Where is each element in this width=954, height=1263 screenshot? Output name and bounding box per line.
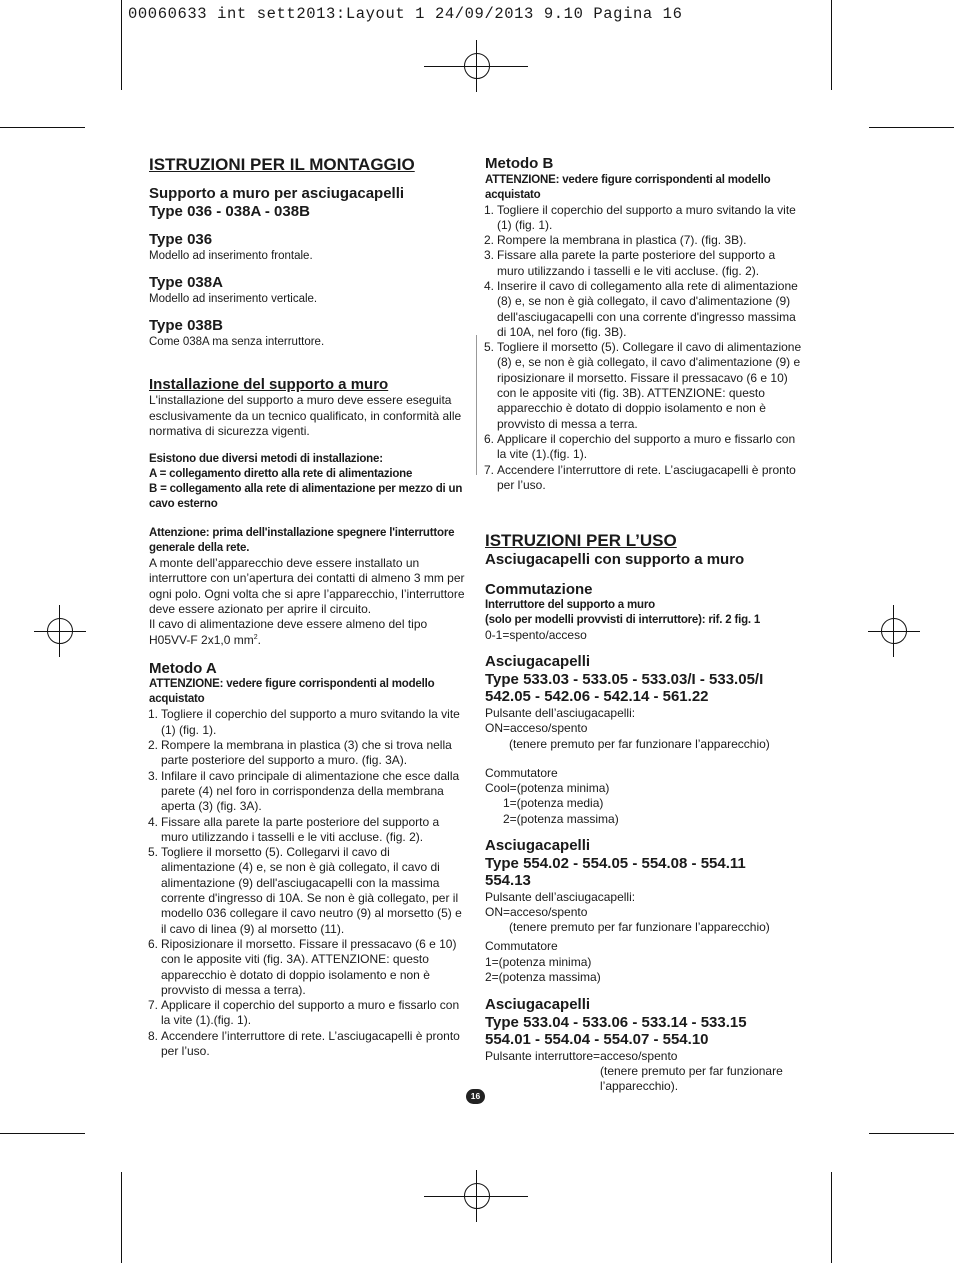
install-text: L'installazione del supporto a muro deve essere eseguita esclusivamente da un tecnico qualificato, in conformità alle normativa di sicurezza vigenti. <box>149 393 462 438</box>
metodo-b-step-number: 3. <box>484 248 495 263</box>
metodo-a-step-text: Accendere l’interruttore di rete. L’asciugacapelli è pronto per l’uso. <box>161 1028 460 1058</box>
crop-mark-bottom-right-horizontal <box>869 1133 954 1134</box>
attention-warning: Attenzione: prima dell'installazione spegnere l'interruttore generale della rete. <box>149 527 455 555</box>
method-b-definition: B = collegamento alla rete di alimentazione per mezzo di un cavo esterno <box>149 483 463 511</box>
page-number-badge: 16 <box>466 1089 485 1104</box>
metodo-a-step-text: Rompere la membrana in plastica (3) che si trova nella parte posteriore del supporto a muro. (fig. 3A). <box>161 738 452 768</box>
commutazione-text: 0-1=spento/acceso <box>485 628 587 643</box>
type038a-heading: Type 038A <box>149 274 223 292</box>
metodo-b-step-text: Inserire il cavo di collegamento alla rete di alimentazione (8) e, se non è già collegato, il cavo d'alimentazione (9) dell'asciugacapelli con una corrente d'ingresso massima di 10A, nel foro (fig. 3B). <box>497 278 798 339</box>
metodo-a-step-text: Riposizionare il morsetto. Fissare il pressacavo (6 e 10) con le apposite viti (fig. 3A). ATTENZIONE: questo apparecchio è dotato di doppio isolamento e non è provvisto di messa a terra). <box>161 936 457 997</box>
metodo-a-step-text: Fissare alla parete la parte posteriore del supporto a muro utilizzando i tasselli e le viti accluse. (fig. 2). <box>161 814 440 844</box>
metodo-b-step-number: 5. <box>484 340 495 355</box>
metodo-a-step-number: 8. <box>148 1028 159 1043</box>
block2-types: Type 554.02 - 554.05 - 554.08 - 554.11 554.13 <box>485 854 746 890</box>
metodo-a-step <box>149 998 467 1029</box>
metodo-a-step <box>149 1029 467 1060</box>
metodo-b-step-text: Togliere il coperchio del supporto a muro svitando la vite (1) (fig. 1). <box>497 202 796 232</box>
metodo-b-step-text: Fissare alla parete la parte posteriore del supporto a muro utilizzando i tasselli e le viti accluse. (fig. 2). <box>497 248 776 278</box>
block2-heading: Asciugacapelli <box>485 837 591 855</box>
type038b-heading: Type 038B <box>149 317 223 335</box>
type038b-text: Come 038A ma senza interruttore. <box>149 335 325 348</box>
metodo-a-step-text: Togliere il coperchio del supporto a muro svitando la vite (1) (fig. 1). <box>161 707 460 737</box>
metodo-a-step-number: 2. <box>148 738 159 753</box>
usage-title: ISTRUZIONI PER L’USO <box>485 531 677 551</box>
wall-support-subtitle: Supporto a muro per asciugacapelli <box>149 185 405 202</box>
block3-indent: (tenere premuto per far funzionare l’apparecchio). <box>600 1064 783 1094</box>
block2-line-1: Pulsante dell’asciugacapelli: <box>485 889 636 904</box>
block1-line-1: Pulsante dell’asciugacapelli: <box>485 705 636 720</box>
metodo-b-step-text: Accendere l’interruttore di rete. L’asciugacapelli è pronto per l’uso. <box>497 462 796 492</box>
block1-line-2: ON=acceso/spento <box>485 721 588 736</box>
crop-mark-top-right-vertical <box>831 0 832 90</box>
metodo-a-step-text: Togliere il morsetto (5). Collegarvi il cavo di alimentazione (4) e, se non è già collegato, il cavo di alimentazione (9) dell'asciugacapelli con la massima corrente d'ingresso di 10A. Se non è già collegato, per il modello 036 collegare il cavo neutro (9) al morsetto (5) e il cavo di linea (9) al morsetto (11). <box>161 845 462 936</box>
commutazione-note: (solo per modelli provvisti di interruttore): rif. 2 fig. 1 <box>485 614 761 627</box>
cable-spec-superscript: 2 <box>253 633 258 641</box>
block1-types: Type 533.03 - 533.05 - 533.03/I - 533.05/I 542.05 - 542.06 - 542.14 - 561.22 <box>485 670 764 706</box>
metodo-b-step-number: 7. <box>484 462 495 477</box>
metodo-a-step-number: 7. <box>148 998 159 1013</box>
crop-mark-bottom-left-vertical <box>121 1172 122 1263</box>
right-column <box>485 155 805 1095</box>
metodo-b-step-number: 2. <box>484 233 495 248</box>
metodo-b-step <box>485 233 805 248</box>
metodo-b-step-text: Rompere la membrana in plastica (7). (fig. 3B). <box>497 233 747 248</box>
metodo-a-steps <box>149 707 467 1059</box>
metodo-b-step-number: 4. <box>484 278 495 293</box>
block3-types: Type 533.04 - 533.06 - 533.14 - 533.15 554.01 - 554.04 - 554.07 - 554.10 <box>485 1013 747 1049</box>
crop-mark-top-left-vertical <box>121 0 122 90</box>
block1-indent: (tenere premuto per far funzionare l’apparecchio) <box>509 736 770 751</box>
metodo-b-note: ATTENZIONE: vedere figure corrispondenti al modello acquistato <box>485 173 771 201</box>
block2-comm-2: 2=(potenza massima) <box>485 970 601 984</box>
metodo-b-step-number: 6. <box>484 431 495 446</box>
method-a-definition: A = collegamento diretto alla rete di alimentazione <box>149 468 413 481</box>
metodo-a-step <box>149 769 467 815</box>
methods-intro: Esistono due diversi metodi di installazione: <box>149 453 383 466</box>
attention-text: A monte dell’apparecchio deve essere installato un interruttore con un’apertura dei contatti di almeno 3 mm per ogni polo. Ogni volta che si apre l’apparecchio, l’interruttore deve essere azionato per aprire il circuito. <box>149 556 465 617</box>
metodo-b-step <box>485 203 805 234</box>
block2-indent: (tenere premuto per far funzionare l’apparecchio) <box>509 920 770 935</box>
block2-commutatore: Commutatore <box>485 939 558 954</box>
metodo-a-step-number: 1. <box>148 707 159 722</box>
block2-line-2: ON=acceso/spento <box>485 904 588 919</box>
type036-heading: Type 036 <box>149 231 213 248</box>
block1-commutatore: Commutatore <box>485 765 558 780</box>
metodo-a-step <box>149 707 467 738</box>
metodo-b-step-text: Applicare il coperchio del supporto a muro e fissarlo con la vite (1).(fig. 1). <box>497 431 796 462</box>
crop-mark-top-left-horizontal <box>0 127 85 128</box>
crop-mark-bottom-left-horizontal <box>0 1133 85 1134</box>
metodo-a-step-number: 5. <box>148 845 159 860</box>
cable-spec-main: Il cavo di alimentazione deve essere almeno del tipo H05VV-F 2x1,0 mm <box>149 617 428 647</box>
install-heading: Installazione del supporto a muro <box>149 376 389 394</box>
cable-spec-end: . <box>257 632 261 647</box>
block1-comm-1: Cool=(potenza minima) <box>485 781 610 796</box>
metodo-b-step-text: Togliere il morsetto (5). Collegare il cavo di alimentazione (8) e, se non è già collegato, il cavo d'alimentazione (9) e riposizionare il morsetto. Fissare il pressacavo (6 e 10) con le apposite viti (fig. 3B). ATTENZIONE: questo apparecchio è dotato di doppio isolamento e non è provvisto di messa a terra. <box>497 340 802 431</box>
metodo-a-step-text: Infilare il cavo principale di alimentazione che esce dalla parete (4) nel foro in corrispondenza della membrana aperta (3) (fig. 3A). <box>161 768 460 814</box>
metodo-b-step <box>485 340 805 432</box>
metodo-b-step <box>485 432 805 463</box>
crop-mark-bottom-right-vertical <box>831 1172 832 1263</box>
metodo-a-step <box>149 738 467 769</box>
metodo-a-step <box>149 845 467 937</box>
block1-comm-2: 1=(potenza media) <box>503 796 604 811</box>
metodo-a-step-number: 4. <box>148 814 159 829</box>
metodo-a-note: ATTENZIONE: vedere figure corrispondenti al modello acquistato <box>149 678 435 706</box>
metodo-b-step <box>485 248 805 279</box>
wall-support-types: Type 036 - 038A - 038B <box>149 202 310 220</box>
crop-mark-top-right-horizontal <box>869 127 954 128</box>
block3-heading: Asciugacapelli <box>485 996 591 1014</box>
metodo-a-step <box>149 937 467 998</box>
commutazione-switch: Interruttore del supporto a muro <box>485 599 655 612</box>
block2-comm-1: 1=(potenza minima) <box>485 954 592 969</box>
metodo-a-step-text: Applicare il coperchio del supporto a muro e fissarlo con la vite (1).(fig. 1). <box>161 998 460 1028</box>
block3-line: Pulsante interruttore=acceso/spento <box>485 1048 678 1063</box>
block1-heading: Asciugacapelli <box>485 653 591 671</box>
slug-line: 00060633 int sett2013:Layout 1 24/09/2013 9.10 Pagina 16 <box>128 5 683 23</box>
column-divider <box>476 335 477 475</box>
usage-subtitle: Asciugacapelli con supporto a muro <box>485 551 745 569</box>
block1-comm-3: 2=(potenza massima) <box>503 811 619 826</box>
metodo-b-steps <box>485 203 805 494</box>
assembly-title: ISTRUZIONI PER IL MONTAGGIO <box>149 155 415 174</box>
metodo-a-step <box>149 815 467 846</box>
commutazione-heading: Commutazione <box>485 580 593 598</box>
left-column <box>149 155 467 1059</box>
metodo-b-step <box>485 279 805 340</box>
metodo-b-heading: Metodo B <box>485 155 554 172</box>
metodo-b-step <box>485 463 805 494</box>
metodo-a-heading: Metodo A <box>149 659 217 677</box>
cable-spec-text <box>149 617 467 648</box>
metodo-b-step-number: 1. <box>484 202 495 217</box>
type036-text: Modello ad inserimento frontale. <box>149 249 313 262</box>
metodo-a-step-number: 6. <box>148 936 159 951</box>
type038a-text: Modello ad inserimento verticale. <box>149 292 318 305</box>
metodo-a-step-number: 3. <box>148 768 159 783</box>
